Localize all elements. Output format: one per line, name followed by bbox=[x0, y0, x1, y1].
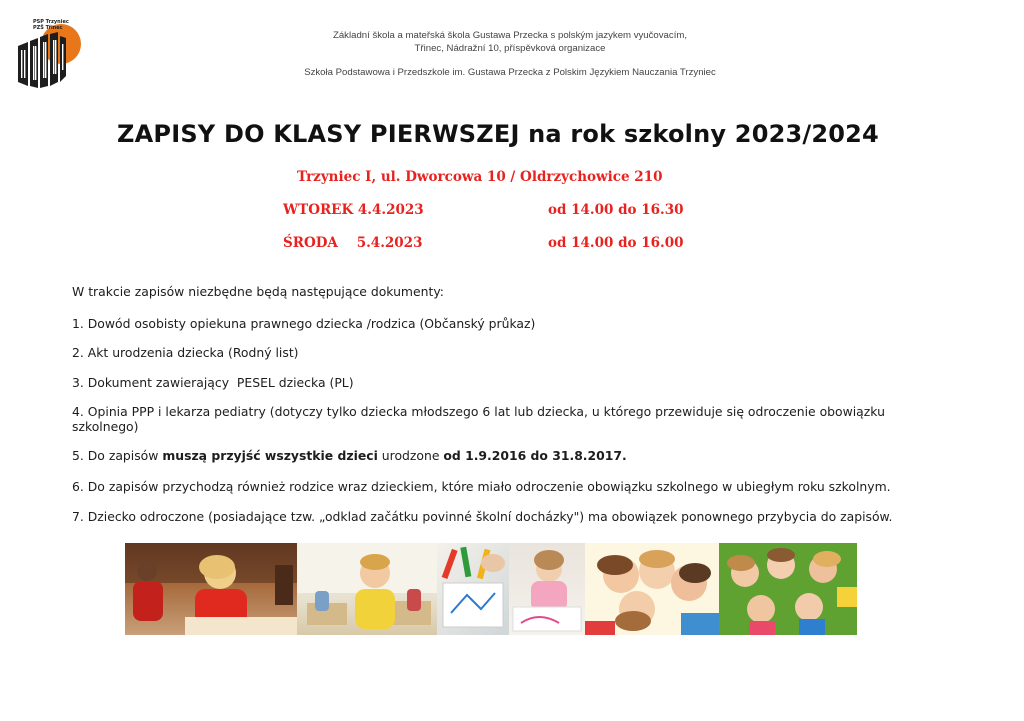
page-title: ZAPISY DO KLASY PIERWSZEJ na rok szkolny 2023/2024 bbox=[117, 120, 879, 148]
children-photo-strip bbox=[125, 543, 857, 635]
header-line-2: Třinec, Nádražní 10, příspěvková organizace bbox=[414, 43, 606, 54]
list-item-5-emphasis: muszą przyjść wszystkie dzieci bbox=[162, 448, 378, 463]
schedule-day-2: ŚRODA 5.4.2023 bbox=[283, 235, 423, 251]
list-item-7: 7. Dziecko odroczone (posiadające tzw. „odklad začátku povinné školní docházky") ma obowiązek ponownego przybycia do zapisów. bbox=[72, 509, 893, 524]
list-item-5-part-1: 5. Do zapisów bbox=[72, 448, 163, 463]
photo-girl-drawing bbox=[509, 543, 585, 635]
list-item-5-date-range: od 1.9.2016 do 31.8.2017. bbox=[443, 448, 627, 463]
photo-drawing-with-crayons bbox=[437, 543, 509, 635]
list-item-1: 1. Dowód osobisty opiekuna prawnego dziecka /rodzica (Občanský průkaz) bbox=[72, 316, 536, 331]
schedule-day-1: WTOREK 4.4.2023 bbox=[283, 202, 424, 218]
list-item-4: 4. Opinia PPP i lekarza pediatry (dotyczy tylko dziecka młodszego 6 lat lub dziecka, u którego przewiduje się odroczenie obowiązku szkolnego) bbox=[72, 404, 885, 434]
photo-kids-writing-in-class bbox=[125, 543, 297, 635]
school-logo bbox=[14, 20, 86, 90]
schedule-time-2: od 14.00 do 16.00 bbox=[548, 235, 684, 251]
photo-kids-on-grass bbox=[719, 543, 857, 635]
photo-smiling-boy bbox=[297, 543, 437, 635]
logo-text-line1: PSP Trzyniec bbox=[33, 19, 69, 25]
location-text: Trzyniec I, ul. Dworcowa 10 / Oldrzychowice 210 bbox=[297, 169, 663, 185]
header-line-1: Základní škola a mateřská škola Gustawa Przecka s polským jazykem vyučovacím, bbox=[332, 30, 688, 41]
list-item-5-part-2: urodzone bbox=[377, 448, 444, 463]
list-item-2: 2. Akt urodzenia dziecka (Rodný list) bbox=[72, 345, 299, 360]
logo-text-line2: PZŠ Třinec bbox=[33, 25, 63, 31]
list-item-3: 3. Dokument zawierający PESEL dziecka (PL) bbox=[72, 375, 354, 390]
documents-intro: W trakcie zapisów niezbędne będą następujące dokumenty: bbox=[72, 284, 444, 299]
list-item-6: 6. Do zapisów przychodzą również rodzice wraz dzieckiem, które miało odroczenie obowiązku szkolnego w ubiegłym roku szkolnym. bbox=[72, 479, 891, 494]
photo-children-in-circle bbox=[585, 543, 719, 635]
schedule-time-1: od 14.00 do 16.30 bbox=[548, 202, 684, 218]
header-line-3: Szkoła Podstawowa i Przedszkole im. Gustawa Przecka z Polskim Językiem Nauczania Trzyniec bbox=[304, 67, 716, 78]
list-item-5 bbox=[72, 448, 932, 463]
